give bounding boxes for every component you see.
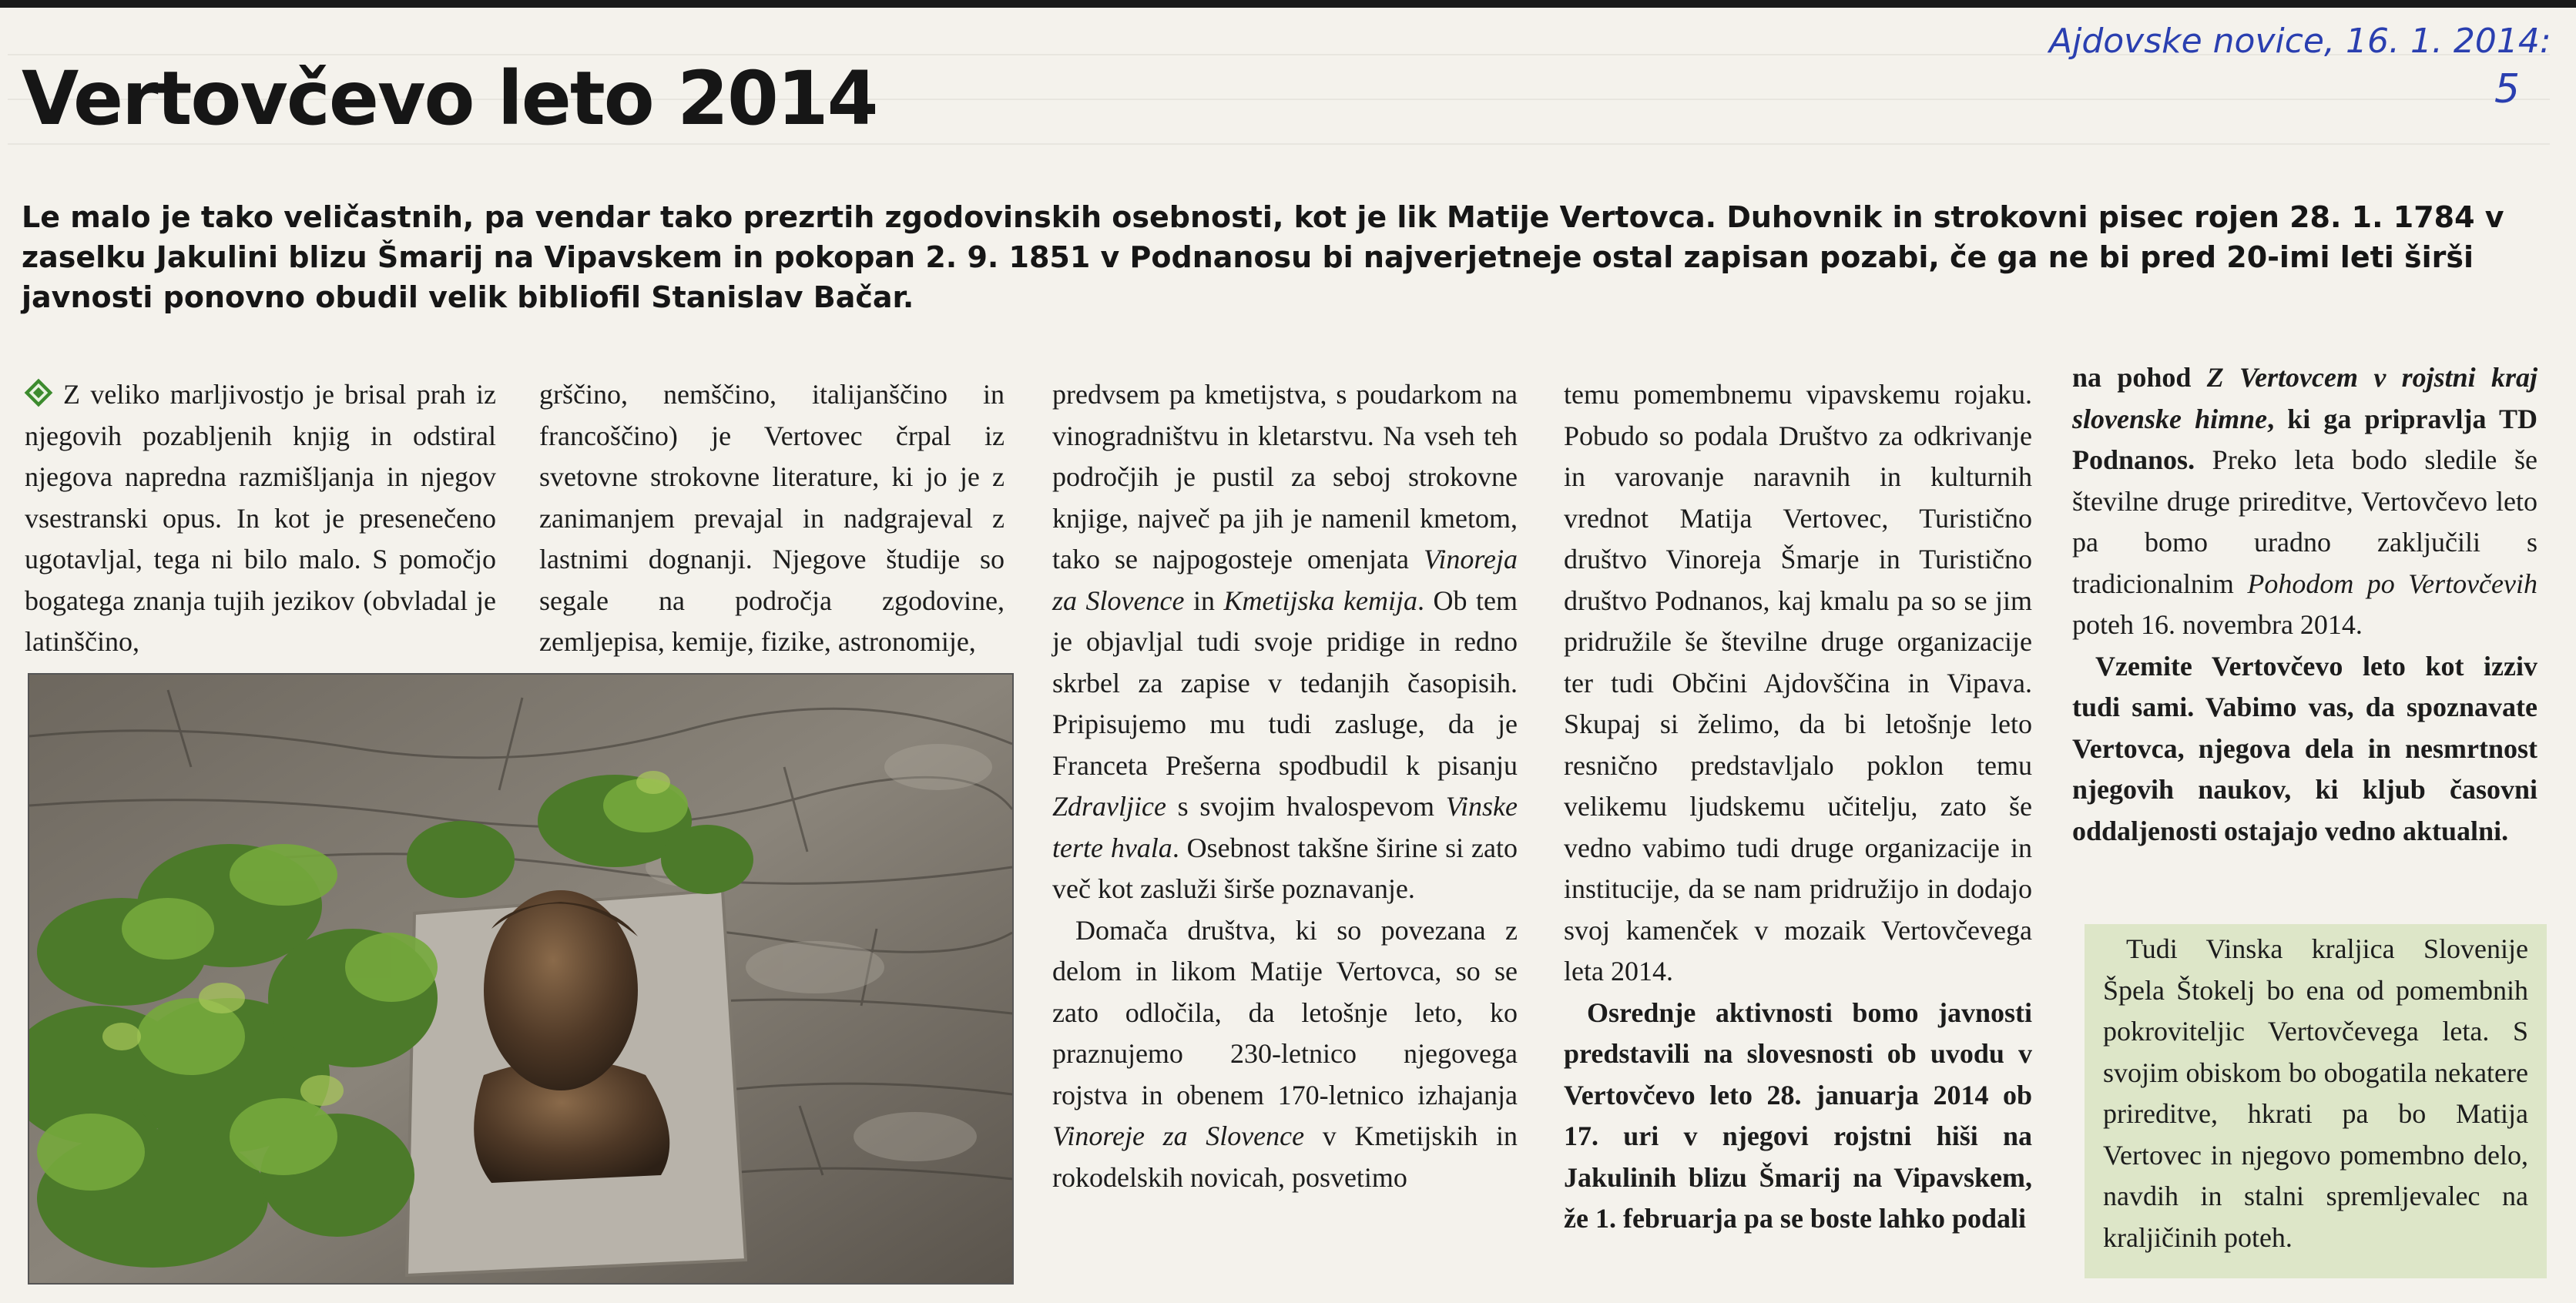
green-diamond-icon	[25, 379, 53, 407]
column-2	[539, 374, 1005, 663]
column-5	[2072, 357, 2537, 852]
column-1	[25, 374, 496, 663]
handwritten-source-note: Ajdovske novice, 16. 1. 2014:	[2049, 22, 2551, 61]
column-4	[1564, 374, 2032, 1240]
column-3-paragraph-2: Domača društva, ki so povezana z delom in likom Matije Vertovca, so se zato odločila, da letošnje leto, ko praznujemo 230-letnico njegovega rojstva in obenem 170-letnico izhajanja Vinoreje za Slovence v Kmetijskih in rokodelskih novicah, posvetimo	[1052, 914, 1518, 1193]
column-2-text: grščino, nemščino, italijanščino in francoščino) je Vertovec črpal iz svetovne strokovne literature, ki jo je z zanimanjem prevajal in nadgrajeval z lastnimi dognanji. Njegove študije so segale na področja zgodovine, zemljepisa, kemije, fizike, astronomije,	[539, 379, 1005, 657]
sidebar-box-text: Tudi Vinska kraljica Slovenije Špela Štokelj bo ena od pomembnih pokroviteljic Vertovčevega leta. S svojim obiskom bo obogatila nekatere prireditve, hkrati pa bo Matija Vertovec in njegovo pomembno delo, navdih in stalni spremljevalec na kraljičinih poteh.	[2103, 933, 2528, 1253]
page-top-rule	[0, 0, 2576, 8]
bust-photo-image	[29, 675, 1012, 1283]
column-5-paragraph-2: Vzemite Vertovčevo leto kot izziv tudi sami. Vabimo vas, da spoznavate Vertovca, njegova dela in nesmrtnost njegovih naukov, ki kljub časovni oddaljenosti ostajajo vedno aktualni.	[2072, 650, 2537, 846]
column-3	[1052, 374, 1518, 1198]
article-lead: Le malo je tako veličastnih, pa vendar tako prezrtih zgodovinskih osebnosti, kot je lik Matije Vertovca. Duhovnik in strokovni pisec rojen 28. 1. 1784 v zaselku Jakulini blizu Šmarij na Vipavskem in pokopan 2. 9. 1851 v Podnanosu bi najverjetneje ostal zapisan pozabi, če ga ne bi pred 20-imi leti širši javnosti ponovno obudil velik bibliofil Stanislav Bačar.	[22, 200, 2504, 314]
column-5-paragraph-1: na pohod Z Vertovcem v rojstni kraj slovenske himne, ki ga pripravlja TD Podnanos. Preko leta bodo sledile še številne druge prireditve, Vertovčevo leto pa bomo uradno zaključili s tradicionalnim Pohodom po Vertovčevih poteh 16. novembra 2014.	[2072, 362, 2538, 640]
sidebar-box	[2085, 924, 2547, 1278]
column-4-paragraph-2: Osrednje aktivnosti bomo javnosti predstavili na slovesnosti ob uvodu v Vertovčevo leto 28. januarja 2014 ob 17. uri v njegovi rojstni hiši na Jakulinih blizu Šmarij na Vipavskem, že 1. februarja pa se boste lahko podali	[1564, 997, 2032, 1234]
article-headline: Vertovčevo leto 2014	[22, 55, 877, 142]
bust-photo	[28, 673, 1014, 1285]
sidebar-box-content	[2103, 929, 2528, 1258]
handwritten-page-number: 5	[2494, 66, 2521, 112]
column-1-text: Z veliko marljivostjo je brisal prah iz njegovih pozabljenih knjig in odstiral njegova napredna razmišljanja in njegov vsestranski opus. In kot je presenečeno ugotavljal, tega ni bilo malo. S pomočjo bogatega znanja tujih jezikov (obvladal je latinščino,	[25, 379, 496, 657]
column-4-paragraph-1: temu pomembnemu vipavskemu rojaku. Pobudo so podala Društvo za odkrivanje in varovanje naravnih in kulturnih vrednot Matija Vertovec, Turistično društvo Vinoreja Šmarje in Turistično društvo Podnanos, kaj kmalu pa so se jim pridružile še številne druge organizacije ter tudi Občini Ajdovščina in Vipava. Skupaj si želimo, da bi letošnje leto resnično predstavljalo poklon temu velikemu ljudskemu učitelju, zato še vedno vabimo tudi druge organizacije in institucije, da se nam pridružijo in dodajo svoj kamenček v mozaik Vertovčevega leta 2014.	[1564, 379, 2032, 986]
column-3-paragraph-1: predvsem pa kmetijstva, s poudarkom na vinogradništvu in kletarstvu. Na vseh teh področjih je pustil za seboj strokovne knjige, največ pa jih je namenil kmetom, tako se najpogosteje omenjata Vinoreja za Slovence in Kmetijska kemija. Ob tem je objavljal tudi svoje pridige in redno skrbel za zapise v tedanjih časopisih. Pripisujemo mu tudi zasluge, da je Franceta Prešerna spodbudil k pisanju Zdravljice s svojim hvalospevom Vinske terte hvala. Osebnost takšne širine si zato več kot zasluži širše poznavanje.	[1052, 379, 1518, 904]
